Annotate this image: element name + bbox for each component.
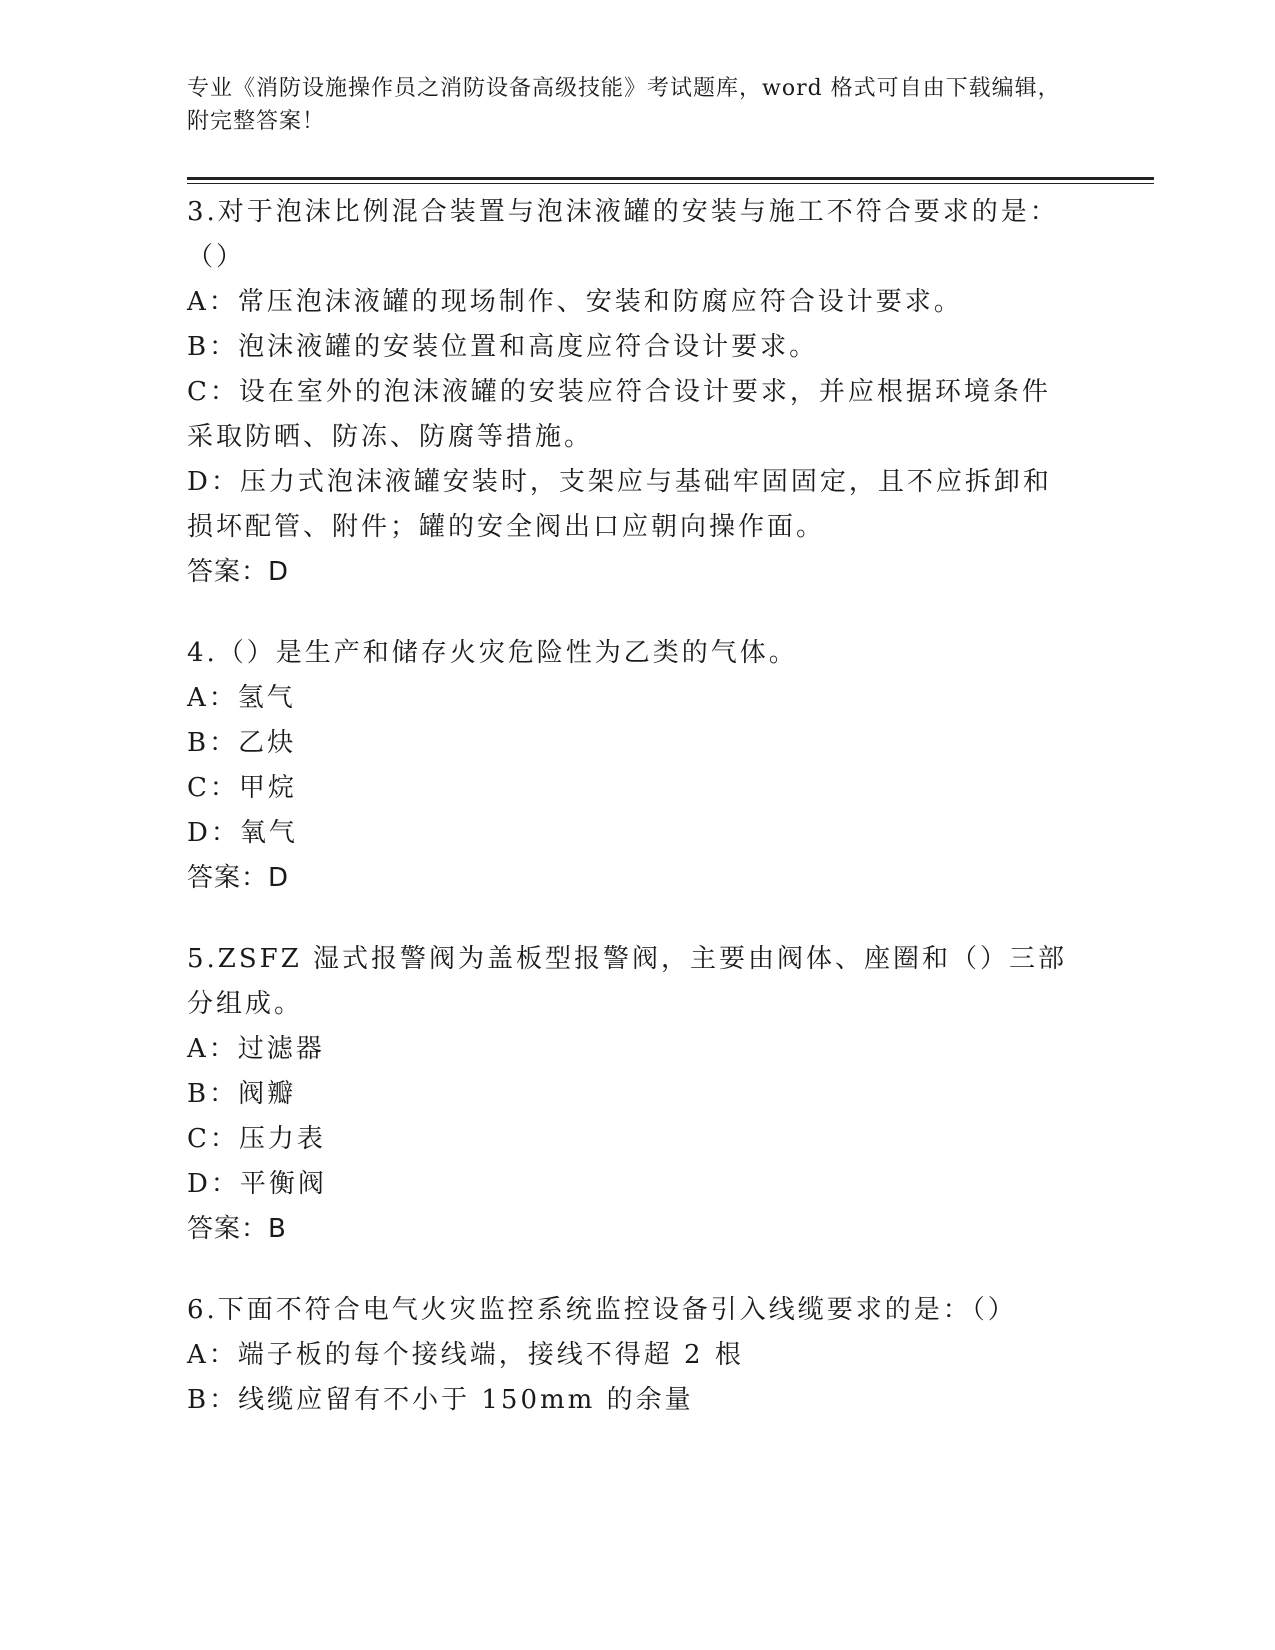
option-c: C：压力表 xyxy=(187,1124,326,1154)
answer: 答案：D xyxy=(187,557,290,587)
question-stem: 3.对于泡沫比例混合装置与泡沫液罐的安装与施工不符合要求的是：（） xyxy=(187,197,1059,272)
option-b: B：泡沫液罐的安装位置和高度应符合设计要求。 xyxy=(187,332,819,362)
question-stem: 4.（）是生产和储存火灾危险性为乙类的气体。 xyxy=(187,638,798,668)
question-3 xyxy=(187,190,1077,595)
option-d: D：压力式泡沫液罐安装时，支架应与基础牢固固定，且不应拆卸和损坏配管、附件；罐的安全阀出口应朝向操作面。 xyxy=(187,467,1052,542)
question-stem: 6.下面不符合电气火灾监控系统监控设备引入线缆要求的是：（） xyxy=(187,1295,1017,1325)
header-divider-thin xyxy=(187,183,1154,184)
question-list xyxy=(187,190,1077,1459)
question-6 xyxy=(187,1288,1077,1423)
question-4 xyxy=(187,631,1077,901)
option-b: B：线缆应留有不小于 150mm 的余量 xyxy=(187,1385,694,1415)
answer: 答案：D xyxy=(187,863,290,893)
question-stem: 5.ZSFZ 湿式报警阀为盖板型报警阀，主要由阀体、座圈和（）三部分组成。 xyxy=(187,944,1068,1019)
option-a: A：氢气 xyxy=(187,683,296,713)
option-b: B：阀瓣 xyxy=(187,1079,297,1109)
option-d: D：氧气 xyxy=(187,818,298,848)
header-divider-thick xyxy=(187,177,1154,180)
option-c: C：甲烷 xyxy=(187,773,297,803)
option-a: A：过滤器 xyxy=(187,1034,325,1064)
question-5 xyxy=(187,937,1077,1252)
option-a: A：常压泡沫液罐的现场制作、安装和防腐应符合设计要求。 xyxy=(187,287,963,317)
option-a: A：端子板的每个接线端，接线不得超 2 根 xyxy=(187,1340,744,1370)
option-c: C：设在室外的泡沫液罐的安装应符合设计要求，并应根据环境条件采取防晒、防冻、防腐等措施。 xyxy=(187,377,1051,452)
answer: 答案：B xyxy=(187,1214,287,1244)
option-b: B：乙炔 xyxy=(187,728,297,758)
option-d: D：平衡阀 xyxy=(187,1169,327,1199)
document-header: 专业《消防设施操作员之消防设备高级技能》考试题库，word 格式可自由下载编辑，附完整答案！ xyxy=(187,76,1061,134)
